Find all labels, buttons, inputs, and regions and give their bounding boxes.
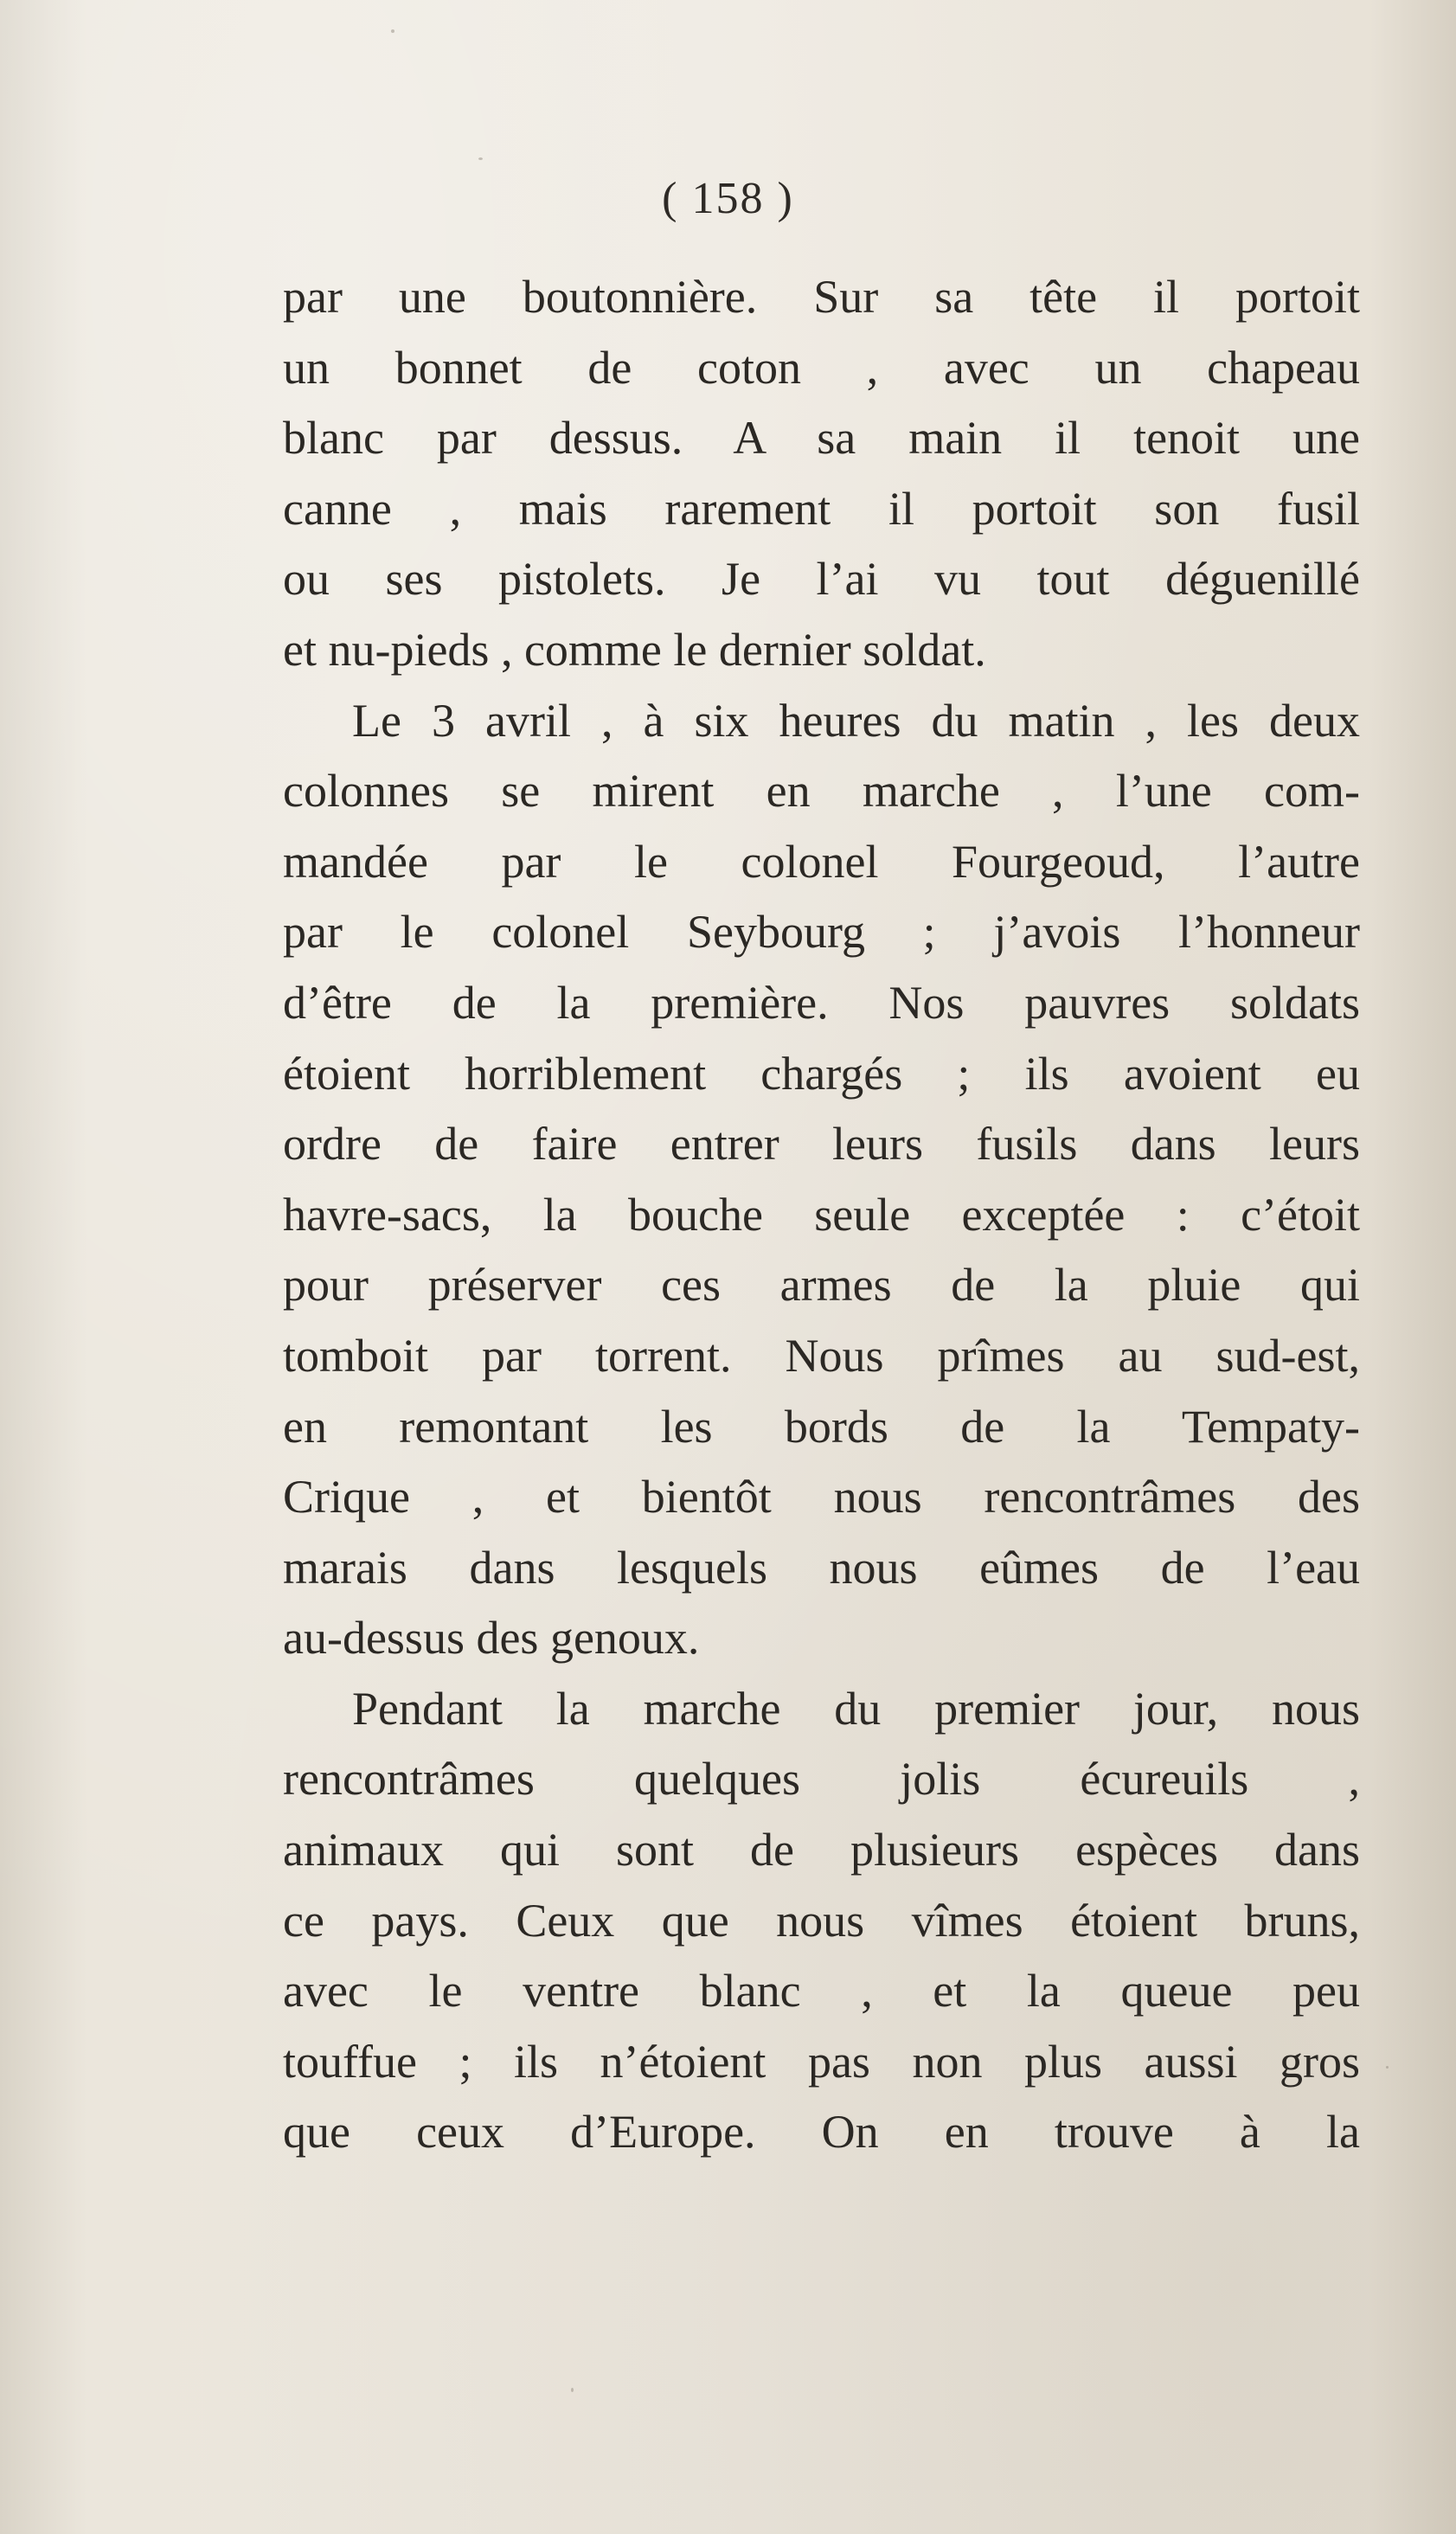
text-line: Pendant la marche du premier jour, nous xyxy=(352,1682,1360,1735)
text-line: ce pays. Ceux que nous vîmes étoient bruns, xyxy=(283,1894,1360,1947)
paper-speck xyxy=(571,2388,574,2392)
paper-speck xyxy=(391,29,394,33)
text-line: en remontant les bords de la Tempaty- xyxy=(283,1400,1360,1453)
text-line: Le 3 avril , à six heures du matin , les deux xyxy=(352,694,1360,747)
text-line: par une boutonnière. Sur sa tête il portoit xyxy=(283,271,1360,323)
text-line: colonnes se mirent en marche , l’une com- xyxy=(283,765,1360,818)
text-line: avec le ventre blanc , et la queue peu xyxy=(283,1965,1360,2018)
text-line: ou ses pistolets. Je l’ai vu tout déguenillé xyxy=(283,553,1360,606)
body-text xyxy=(283,262,1360,2168)
text-line: par le colonel Seybourg ; j’avois l’honneur xyxy=(283,906,1360,959)
text-line: que ceux d’Europe. On en trouve à la xyxy=(283,2106,1360,2159)
text-line: au-dessus des genoux. xyxy=(283,1612,700,1665)
page-number: ( 158 ) xyxy=(662,174,794,223)
text-line: animaux qui sont de plusieurs espèces dans xyxy=(283,1824,1360,1876)
text-line: touffue ; ils n’étoient pas non plus aussi gros xyxy=(283,2035,1360,2088)
text-line: marais dans lesquels nous eûmes de l’eau xyxy=(283,1541,1360,1594)
text-line: mandée par le colonel Fourgeoud, l’autre xyxy=(283,835,1360,888)
text-line: et nu-pieds , comme le dernier soldat. xyxy=(283,623,986,676)
paper-speck xyxy=(478,157,483,160)
text-line: blanc par dessus. A sa main il tenoit une xyxy=(283,412,1360,465)
paper-speck xyxy=(1326,1860,1329,1863)
text-line: d’être de la première. Nos pauvres soldats xyxy=(283,976,1360,1029)
text-line: ordre de faire entrer leurs fusils dans leurs xyxy=(283,1118,1360,1171)
text-line: tomboit par torrent. Nous prîmes au sud-est, xyxy=(283,1329,1360,1382)
text-line: Crique , et bientôt nous rencontrâmes des xyxy=(283,1471,1360,1524)
text-line: pour préserver ces armes de la pluie qui xyxy=(283,1259,1360,1312)
text-line: rencontrâmes quelques jolis écureuils , xyxy=(283,1753,1360,1806)
text-line: canne , mais rarement il portoit son fusil xyxy=(283,482,1360,535)
text-line: étoient horriblement chargés ; ils avoient eu xyxy=(283,1047,1360,1100)
text-line: havre-sacs, la bouche seule exceptée : c’étoit xyxy=(283,1188,1360,1241)
text-line: un bonnet de coton , avec un chapeau xyxy=(283,341,1360,394)
paper-speck xyxy=(1386,2066,1389,2069)
